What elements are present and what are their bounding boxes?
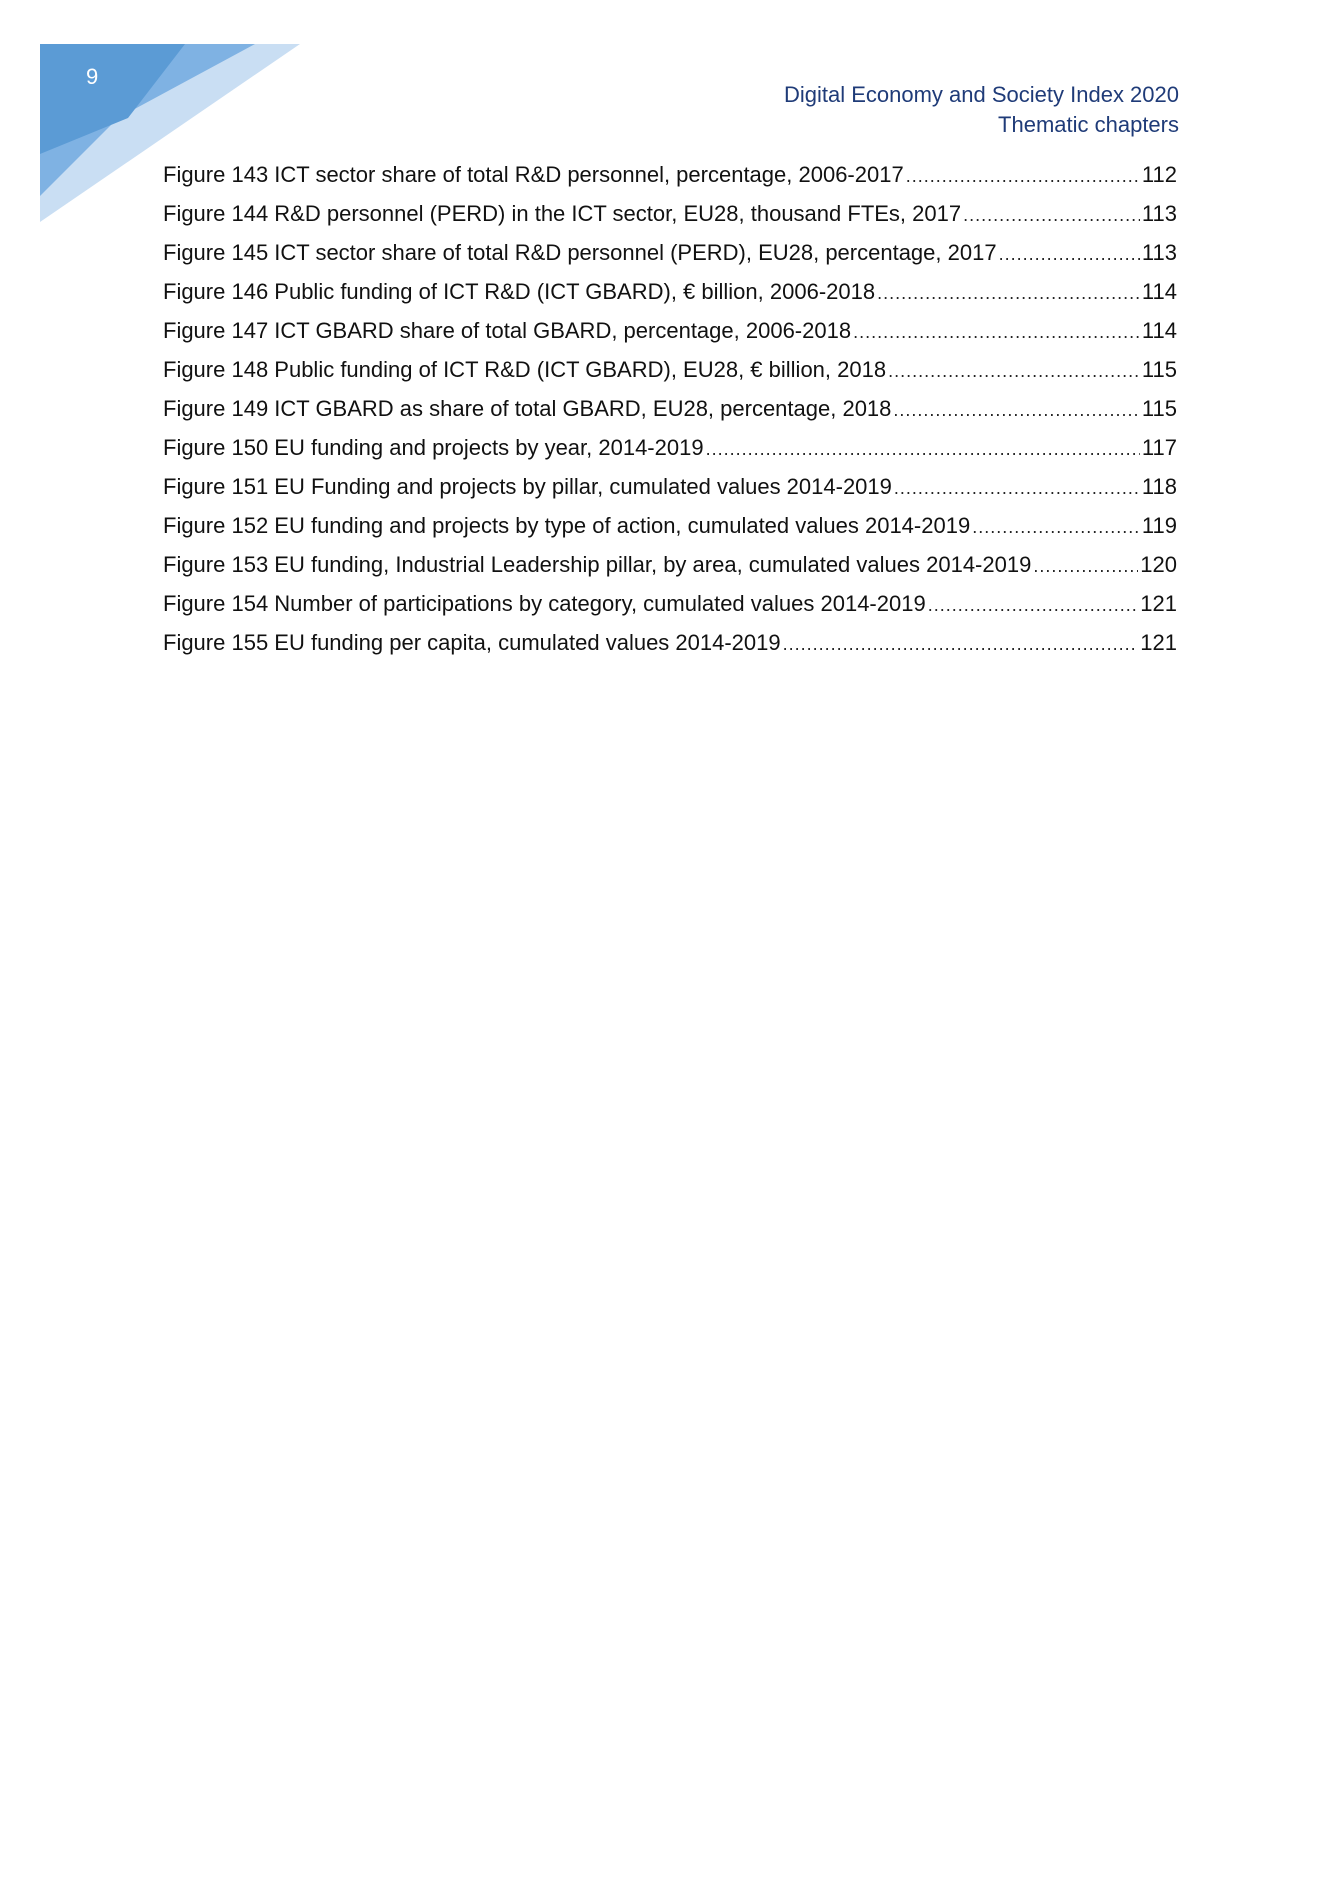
toc-entry-page: 114 (1141, 279, 1177, 304)
toc-dot-leader (894, 478, 1140, 499)
toc-dot-leader (706, 439, 1140, 460)
toc-entry-title: Figure 147 ICT GBARD share of total GBARD, percentage, 2006-2018 (163, 318, 852, 343)
toc-entry[interactable] (163, 630, 1177, 669)
toc-entry[interactable] (163, 591, 1177, 630)
header-title: Digital Economy and Society Index 2020 (783, 82, 1179, 107)
toc-entry[interactable] (163, 240, 1177, 279)
toc-dot-leader (906, 166, 1140, 187)
toc-dot-leader (972, 517, 1140, 538)
toc-entry-page: 121 (1140, 591, 1177, 616)
toc-entry-page: 115 (1141, 357, 1177, 382)
toc-entry[interactable] (163, 552, 1177, 591)
toc-entry-page: 121 (1140, 630, 1177, 655)
toc-entry-title: Figure 145 ICT sector share of total R&D personnel (PERD), EU28, percentage, 2017 (163, 240, 997, 265)
toc-dot-leader (999, 244, 1140, 265)
page-number: 9 (86, 64, 99, 89)
toc-entry-page: 120 (1140, 552, 1177, 577)
toc-dot-leader (877, 283, 1140, 304)
toc-dot-leader (853, 322, 1140, 343)
toc-entry[interactable] (163, 513, 1177, 552)
toc-entry[interactable] (163, 396, 1177, 435)
toc-dot-leader (783, 634, 1139, 655)
toc-entry-title: Figure 148 Public funding of ICT R&D (ICT GBARD), EU28, € billion, 2018 (163, 357, 887, 382)
toc-entry-title: Figure 155 EU funding per capita, cumulated values 2014-2019 (163, 630, 781, 655)
toc-entry-title: Figure 151 EU Funding and projects by pillar, cumulated values 2014-2019 (163, 474, 892, 499)
toc-entry-title: Figure 154 Number of participations by category, cumulated values 2014-2019 (163, 591, 926, 616)
toc-entry[interactable] (163, 474, 1177, 513)
toc-entry-page: 113 (1141, 240, 1177, 265)
toc-entry-title: Figure 143 ICT sector share of total R&D personnel, percentage, 2006-2017 (163, 162, 904, 187)
toc-entry-page: 117 (1141, 435, 1177, 460)
toc-entry[interactable] (163, 435, 1177, 474)
toc-dot-leader (963, 205, 1140, 226)
toc-entry[interactable] (163, 357, 1177, 396)
toc-entry-title: Figure 146 Public funding of ICT R&D (ICT GBARD), € billion, 2006-2018 (163, 279, 876, 304)
toc-dot-leader (888, 361, 1140, 382)
toc-entry-page: 115 (1141, 396, 1177, 421)
toc-entry[interactable] (163, 318, 1177, 357)
toc-entry-title: Figure 152 EU funding and projects by type of action, cumulated values 2014-2019 (163, 513, 971, 538)
toc-entry-title: Figure 153 EU funding, Industrial Leadership pillar, by area, cumulated values 2014-2019 (163, 552, 1032, 577)
toc-entry-page: 112 (1141, 162, 1177, 187)
toc-entry-page: 114 (1141, 318, 1177, 343)
list-of-figures (163, 162, 1177, 669)
document-header (784, 80, 1179, 140)
toc-entry-page: 118 (1141, 474, 1177, 499)
toc-entry-title: Figure 150 EU funding and projects by year, 2014-2019 (163, 435, 704, 460)
toc-entry-title: Figure 149 ICT GBARD as share of total GBARD, EU28, percentage, 2018 (163, 396, 892, 421)
toc-entry[interactable] (163, 279, 1177, 318)
toc-entry-page: 119 (1141, 513, 1177, 538)
toc-entry[interactable] (163, 201, 1177, 240)
toc-dot-leader (928, 595, 1139, 616)
toc-entry-page: 113 (1141, 201, 1177, 226)
toc-dot-leader (1033, 556, 1138, 577)
toc-dot-leader (893, 400, 1140, 421)
header-subtitle: Thematic chapters (998, 112, 1179, 137)
toc-entry-title: Figure 144 R&D personnel (PERD) in the ICT sector, EU28, thousand FTEs, 2017 (163, 201, 962, 226)
toc-entry[interactable] (163, 162, 1177, 201)
